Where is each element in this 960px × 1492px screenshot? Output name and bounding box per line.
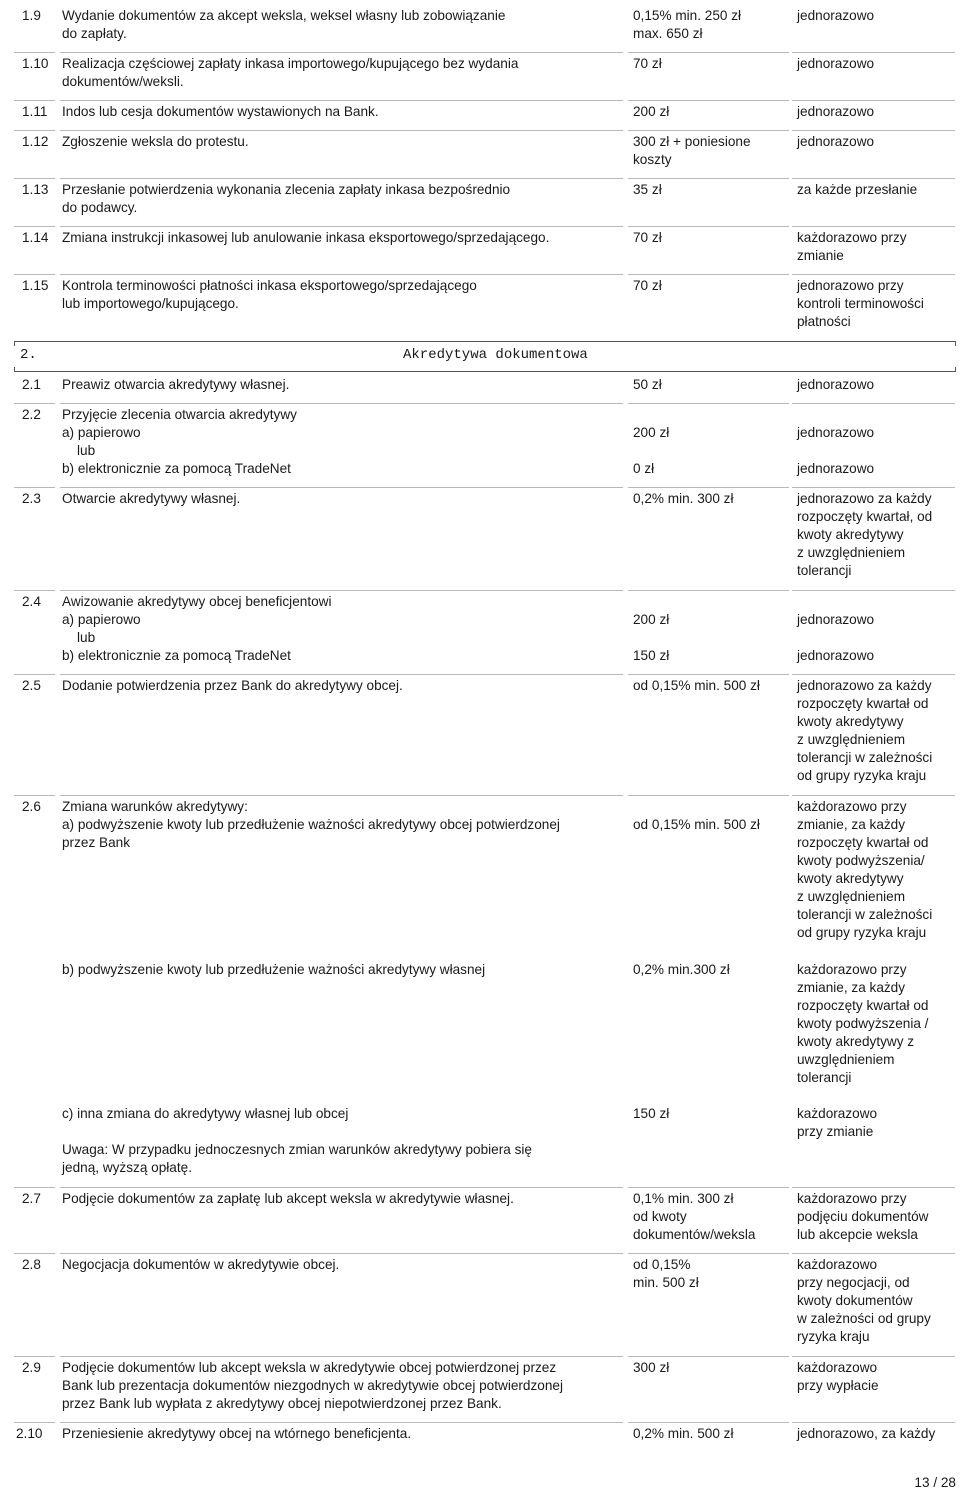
- page-number: 13 / 28: [914, 1475, 956, 1490]
- row-number: 2.1: [22, 377, 41, 392]
- row-price: 200 zł: [633, 425, 670, 440]
- row-description: Zmiana instrukcji inkasowej lub anulowanie inkasa eksportowego/sprzedającego.: [62, 230, 550, 245]
- row-frequency: każdorazowo przy zmianie, za każdy rozpoczęty kwartał od kwoty podwyższenia/ kwoty akredytywy z uwzględnieniem tolerancji w zależności od grupy ryzyka kraju: [797, 799, 933, 940]
- row-description: Zgłoszenie weksla do protestu.: [62, 134, 249, 149]
- section-title: Akredytywa dokumentowa: [403, 347, 588, 363]
- row-price: 0,2% min. 500 zł: [633, 1426, 734, 1441]
- row-frequency: jednorazowo: [797, 648, 875, 663]
- row-price: 300 zł + poniesione koszty: [633, 134, 751, 167]
- row-frequency: jednorazowo: [797, 104, 875, 119]
- row-price: 70 zł: [633, 56, 662, 71]
- row-price: 70 zł: [633, 230, 662, 245]
- row-description: Wydanie dokumentów za akcept weksla, weksel własny lub zobowiązanie do zapłaty.: [62, 8, 506, 41]
- row-frequency: jednorazowo za każdy rozpoczęty kwartał od kwoty akredytywy z uwzględnieniem tolerancji w zależności od grupy ryzyka kraju: [797, 678, 933, 783]
- row-number: 1.13: [22, 182, 49, 197]
- row-number: 2.7: [22, 1191, 41, 1206]
- row-number: 2.5: [22, 678, 41, 693]
- row-number: 1.14: [22, 230, 49, 245]
- row-frequency: jednorazowo: [797, 134, 875, 149]
- row-description: Kontrola terminowości płatności inkasa eksportowego/sprzedającego lub importowego/kupującego.: [62, 278, 477, 311]
- row-frequency: każdorazowo przy zmianie: [797, 230, 907, 263]
- row-frequency: jednorazowo: [797, 461, 875, 476]
- row-price: 150 zł: [633, 1106, 670, 1121]
- row-price: 0 zł: [633, 461, 655, 476]
- row-frequency: jednorazowo: [797, 425, 875, 440]
- row-description: Podjęcie dokumentów za zapłatę lub akcept weksla w akredytywie własnej.: [62, 1191, 514, 1206]
- row-description: Zmiana warunków akredytywy: a) podwyższenie kwoty lub przedłużenie ważności akredytywy obcej potwierdzonej przez Bank: [62, 799, 560, 850]
- section-number: 2.: [20, 347, 37, 363]
- row-frequency: każdorazowo przy podjęciu dokumentów lub akcepcie weksla: [797, 1191, 929, 1242]
- row-price: 0,1% min. 300 zł od kwoty dokumentów/weksla: [633, 1191, 756, 1242]
- row-number: 2.8: [22, 1257, 41, 1272]
- row-frequency: jednorazowo: [797, 56, 875, 71]
- row-description: b) podwyższenie kwoty lub przedłużenie ważności akredytywy własnej: [62, 962, 486, 977]
- row-number: 2.9: [22, 1360, 41, 1375]
- note: Uwaga: W przypadku jednoczesnych zmian warunków akredytywy pobiera się jedną, wyższą opłatę.: [62, 1142, 532, 1175]
- row-number: 1.12: [22, 134, 49, 149]
- row-price: od 0,15% min. 500 zł: [633, 1257, 699, 1290]
- row-price: od 0,15% min. 500 zł: [633, 678, 760, 693]
- row-number: 2.3: [22, 491, 41, 506]
- row-frequency: każdorazowo przy zmianie: [797, 1106, 878, 1139]
- row-price: 0,2% min.300 zł: [633, 962, 730, 977]
- row-frequency: jednorazowo: [797, 8, 875, 23]
- row-description: Negocjacja dokumentów w akredytywie obcej.: [62, 1257, 340, 1272]
- row-number: 1.15: [22, 278, 49, 293]
- row-frequency: każdorazowo przy zmianie, za każdy rozpoczęty kwartał od kwoty podwyższenia / kwoty akredytywy z uwzględnieniem tolerancji: [797, 962, 929, 1085]
- row-frequency: jednorazowo: [797, 377, 875, 392]
- row-number: 2.4: [22, 594, 41, 609]
- row-price: 200 zł: [633, 612, 670, 627]
- row-number: 1.9: [22, 8, 41, 23]
- row-price: 0,2% min. 300 zł: [633, 491, 734, 506]
- row-description: Podjęcie dokumentów lub akcept weksla w akredytywie obcej potwierdzonej przez Bank lub prezentacja dokumentów niezgodnych w akredytywie obcej potwierdzonej przez Bank lub wypłata z akredytywy obcej niepotwierdzonej przez Bank.: [62, 1360, 563, 1411]
- row-description: Przeniesienie akredytywy obcej na wtórnego beneficjenta.: [62, 1426, 412, 1441]
- row-frequency: każdorazowo przy wypłacie: [797, 1360, 879, 1393]
- section-header: [14, 341, 956, 373]
- row-description: Dodanie potwierdzenia przez Bank do akredytywy obcej.: [62, 678, 403, 693]
- row-price: 50 zł: [633, 377, 662, 392]
- row-price: 35 zł: [633, 182, 662, 197]
- row-price: 70 zł: [633, 278, 662, 293]
- row-number: 2.6: [22, 799, 41, 814]
- row-description: Realizacja częściowej zapłaty inkasa importowego/kupującego bez wydania dokumentów/weksli.: [62, 56, 519, 89]
- row-frequency: jednorazowo, za każdy: [797, 1426, 936, 1441]
- row-frequency: za każde przesłanie: [797, 182, 918, 197]
- row-frequency: jednorazowo przy kontroli terminowości płatności: [797, 278, 924, 329]
- row-frequency: jednorazowo: [797, 612, 875, 627]
- row-description: Preawiz otwarcia akredytywy własnej.: [62, 377, 290, 392]
- row-number: 1.11: [22, 104, 48, 119]
- row-frequency: jednorazowo za każdy rozpoczęty kwartał, od kwoty akredytywy z uwzględnieniem tolerancji: [797, 491, 933, 578]
- row-description: Przyjęcie zlecenia otwarcia akredytywy a) papierowo lub b) elektronicznie za pomocą TradeNet: [62, 407, 297, 476]
- row-description: c) inna zmiana do akredytywy własnej lub obcej: [62, 1106, 349, 1121]
- row-number: 2.2: [22, 407, 41, 422]
- row-price: 200 zł: [633, 104, 670, 119]
- row-number: 2.10: [16, 1426, 43, 1441]
- row-number: 1.10: [22, 56, 49, 71]
- row-description: Otwarcie akredytywy własnej.: [62, 491, 241, 506]
- row-price: 300 zł: [633, 1360, 670, 1375]
- row-description: Indos lub cesja dokumentów wystawionych na Bank.: [62, 104, 379, 119]
- row-description: Przesłanie potwierdzenia wykonania zlecenia zapłaty inkasa bezpośrednio do podawcy.: [62, 182, 511, 215]
- row-price: 150 zł: [633, 648, 670, 663]
- row-frequency: każdorazowo przy negocjacji, od kwoty dokumentów w zależności od grupy ryzyka kraju: [797, 1257, 931, 1344]
- row-price: 0,15% min. 250 zł max. 650 zł: [633, 8, 742, 41]
- row-description: Awizowanie akredytywy obcej beneficjentowi a) papierowo lub b) elektronicznie za pomocą TradeNet: [62, 594, 332, 663]
- row-price: od 0,15% min. 500 zł: [633, 817, 760, 832]
